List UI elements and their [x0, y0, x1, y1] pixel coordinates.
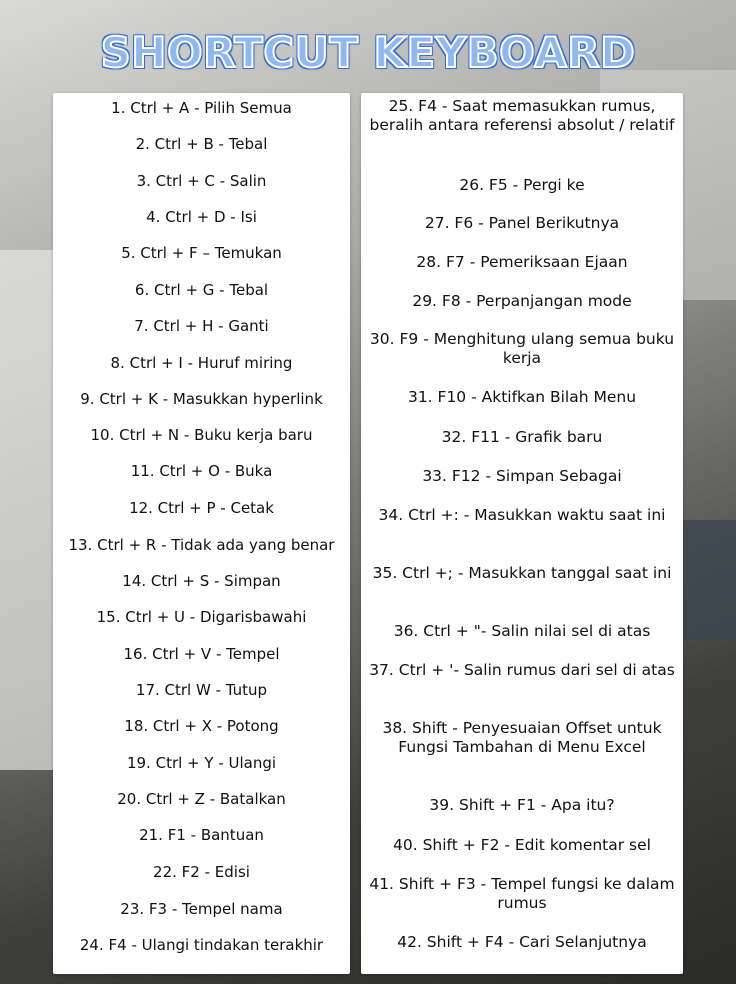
shortcut-item: 16. Ctrl + V - Tempel	[123, 645, 280, 663]
shortcut-item: 34. Ctrl +: - Masukkan waktu saat ini	[378, 506, 666, 524]
shortcut-panel-right	[361, 93, 683, 974]
shortcut-item: 10. Ctrl + N - Buku kerja baru	[90, 426, 313, 444]
shortcut-item: 21. F1 - Bantuan	[139, 826, 264, 844]
shortcut-item: 33. F12 - Simpan Sebagai	[422, 467, 622, 485]
shortcut-item: 20. Ctrl + Z - Batalkan	[117, 790, 286, 808]
shortcut-item: 24. F4 - Ulangi tindakan terakhir	[79, 936, 324, 954]
shortcut-item: 28. F7 - Pemeriksaan Ejaan	[416, 253, 628, 271]
shortcut-item: 36. Ctrl + "- Salin nilai sel di atas	[393, 622, 651, 640]
shortcut-item: 9. Ctrl + K - Masukkan hyperlink	[80, 390, 323, 408]
shortcut-item: 23. F3 - Tempel nama	[120, 900, 283, 918]
shortcut-item: 29. F8 - Perpanjangan mode	[412, 292, 632, 310]
shortcut-item: 19. Ctrl + Y - Ulangi	[126, 754, 277, 772]
shortcut-item: 31. F10 - Aktifkan Bilah Menu	[407, 388, 637, 406]
shortcut-item: 26. F5 - Pergi ke	[459, 176, 585, 194]
shortcut-panel-left	[53, 93, 350, 974]
shortcut-item: 30. F9 - Menghitung ulang semua buku kerja	[369, 330, 675, 367]
shortcut-item: 38. Shift - Penyesuaian Offset untuk Fungsi Tambahan di Menu Excel	[382, 719, 662, 756]
shortcut-item: 3. Ctrl + C - Salin	[136, 172, 267, 190]
shortcut-item: 40. Shift + F2 - Edit komentar sel	[393, 836, 651, 854]
shortcut-item: 37. Ctrl + '- Salin rumus dari sel di atas	[369, 661, 675, 679]
shortcut-item: 25. F4 - Saat memasukkan rumus, beralih antara referensi absolut / relatif	[369, 97, 675, 134]
shortcut-item: 7. Ctrl + H - Ganti	[134, 317, 269, 335]
shortcut-item: 35. Ctrl +; - Masukkan tanggal saat ini	[372, 564, 672, 582]
shortcut-item: 6. Ctrl + G - Tebal	[134, 281, 269, 299]
shortcut-item: 1. Ctrl + A - Pilih Semua	[111, 99, 292, 117]
shortcut-item: 11. Ctrl + O - Buka	[130, 462, 273, 480]
shortcut-item: 15. Ctrl + U - Digarisbawahi	[96, 608, 307, 626]
shortcut-item: 41. Shift + F3 - Tempel fungsi ke dalam rumus	[369, 875, 675, 912]
shortcut-item: 27. F6 - Panel Berikutnya	[424, 214, 620, 232]
shortcut-item: 4. Ctrl + D - Isi	[146, 208, 257, 226]
shortcut-item: 18. Ctrl + X - Potong	[124, 717, 279, 735]
shortcut-item: 42. Shift + F4 - Cari Selanjutnya	[397, 933, 647, 951]
shortcut-item: 13. Ctrl + R - Tidak ada yang benar	[68, 536, 335, 554]
shortcut-item: 5. Ctrl + F – Temukan	[121, 244, 282, 262]
page-title: SHORTCUT KEYBOARD	[100, 28, 636, 77]
shortcut-item: 12. Ctrl + P - Cetak	[129, 499, 274, 517]
shortcut-item: 32. F11 - Grafik baru	[441, 428, 603, 446]
shortcut-item: 2. Ctrl + B - Tebal	[135, 135, 268, 153]
shortcut-item: 14. Ctrl + S - Simpan	[122, 572, 281, 590]
shortcut-item: 39. Shift + F1 - Apa itu?	[429, 796, 615, 814]
shortcut-item: 8. Ctrl + I - Huruf miring	[110, 354, 293, 372]
shortcut-item: 17. Ctrl W - Tutup	[135, 681, 268, 699]
shortcut-item: 22. F2 - Edisi	[153, 863, 250, 881]
